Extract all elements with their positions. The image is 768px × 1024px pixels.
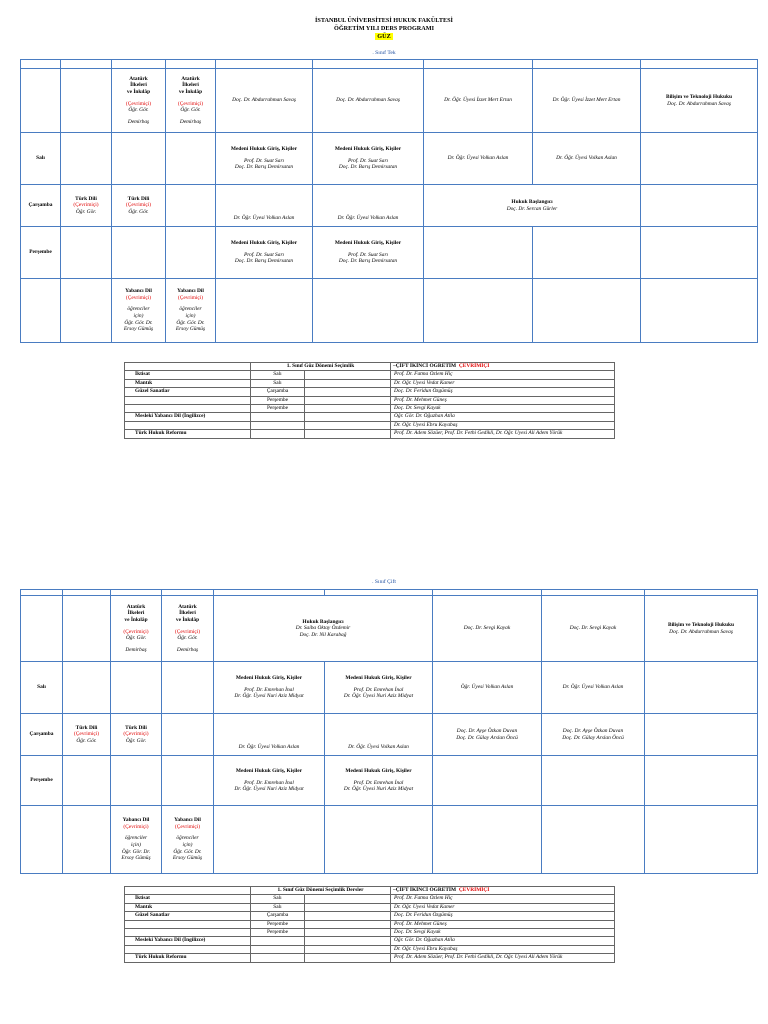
elective-row <box>125 379 615 387</box>
lecturer-name: Doç. Dr. Feridun Özgümüş <box>391 912 615 920</box>
course-name: Türk Dili <box>75 195 97 202</box>
teacher-title: Öğr. Gör. Dr. <box>173 848 202 855</box>
day-label: Salı <box>251 895 305 903</box>
teacher-name: Ersoy Gümüş <box>172 855 203 862</box>
teacher-title: Öğr. Gör. <box>75 208 97 215</box>
day-label: Perşembe <box>251 396 305 404</box>
lecturer-name: Doç. Dr. Ayşe Özkan Duvan <box>456 727 518 734</box>
online-label: ÇEVRİMİÇİ <box>458 887 490 894</box>
lecturer-name: Dr. Öğr. Üyesi Nuri Aziz Midyat <box>343 786 414 793</box>
lecturer-name: Doç. Dr. Barış Demirsatan <box>234 258 294 265</box>
empty-cell <box>305 388 391 396</box>
teacher-name: Demirbaş <box>176 646 199 653</box>
ataturk-l3: ve İnkılâp <box>175 616 200 623</box>
teacher-title: Öğr. Gör. <box>177 635 198 642</box>
lecturer-name: Doç. Dr. Nil Karabağ <box>299 631 347 638</box>
lecturer-name: Doç. Dr. Ayşe Özkan Duvan <box>562 727 624 734</box>
day-label: Salı <box>251 371 305 379</box>
row-friday <box>21 279 758 343</box>
note-line: için) <box>133 313 144 319</box>
course-name: Türk Dili <box>75 724 98 731</box>
online-label: (Çevrimiçi) <box>174 628 201 635</box>
day-label: Salı <box>251 379 305 387</box>
program-label: –ÇİFT İKİNCİ ÖĞRETİM <box>393 363 457 370</box>
schedule-table-cift <box>20 589 758 874</box>
elective-row <box>125 912 615 920</box>
lecturer-cell: Doç. Dr. Sevgi Kayak <box>542 596 645 662</box>
note-line: öğrenciler <box>179 306 202 313</box>
course-name: Medeni Hukuk Giriş, Kişiler <box>345 675 412 682</box>
ataturk-l3: ve İnkılâp <box>178 88 203 95</box>
online-label: (Çevrimiçi) <box>73 202 99 209</box>
elective-row <box>125 903 615 911</box>
day-label: Çarşamba <box>21 714 63 756</box>
row-thursday <box>21 227 758 279</box>
lecturer-name: Doç. Dr. Abdurrahman Savaş <box>667 100 731 107</box>
lecturer-name: Dr. Öğr. Üyesi Nuri Aziz Midyat <box>234 786 304 793</box>
empty-cell <box>305 954 391 962</box>
lecturer-name: Prof. Dr. Mehmet Güneş <box>391 396 615 404</box>
online-label: (Çevrimiçi) <box>125 202 152 209</box>
course-name: Türk Dili <box>125 724 147 731</box>
electives-table-2 <box>124 886 615 963</box>
course-name: Medeni Hukuk Giriş, Kişiler <box>334 240 402 247</box>
course-name: Bilişim ve Teknoloji Hukuku <box>667 621 735 628</box>
empty-cell <box>305 371 391 379</box>
day-label: Perşembe <box>251 928 305 936</box>
ataturk-l3: ve İnkılâp <box>126 88 151 95</box>
row-monday <box>21 69 758 133</box>
lecturer-name: Prof. Dr. Emrehan İnal <box>353 779 404 786</box>
title-line-1: İSTANBUL ÜNİVERSİTESİ HUKUK FAKÜLTESİ <box>315 17 453 24</box>
course-cell <box>313 133 424 185</box>
electives-header <box>125 887 615 895</box>
lecturer-cell: Dr. Öğr. Üyesi İzzet Mert Ertan <box>533 69 641 133</box>
course-name: Medeni Hukuk Giriş, Kişiler <box>230 240 298 247</box>
electives-title: 1. Sınıf Güz Dönemi Seçimlik Dersler <box>251 887 391 895</box>
teacher-name: Demirbaş <box>127 118 150 125</box>
day-label <box>251 954 305 962</box>
course-name: Yabancı Dil <box>174 817 201 824</box>
program-label: –ÇİFT İKİNCİ ÖĞRETİM <box>393 887 457 894</box>
course-cell <box>214 756 325 806</box>
lecturer-name: Öğr. Gör. Dr. Oğuzhan Atila <box>391 413 615 421</box>
empty-cell <box>305 413 391 421</box>
teacher-name: Demirbaş <box>179 118 202 125</box>
empty-cell <box>305 920 391 928</box>
ataturk-cell <box>162 596 214 662</box>
teacher-name: Ersoy Gümüş <box>123 326 154 333</box>
lecturer-name: Prof. Dr. Emrehan İnal <box>244 686 294 693</box>
lecturer-name: Doç. Dr. Feridun Özgümüş <box>391 388 615 396</box>
course-cell <box>214 662 325 714</box>
lecturer-name: Doç. Dr. Barış Demirsatan <box>338 258 398 265</box>
section-title-cift: . Sınıf Çift <box>372 579 396 585</box>
course-name: Türk Hukuk Reformu <box>125 430 251 438</box>
elective-row <box>125 371 615 379</box>
elective-row <box>125 920 615 928</box>
empty-cell <box>305 945 391 953</box>
lecturer-name: Dr. Öğr. Üyesi Nuri Aziz Midyat <box>234 693 304 700</box>
teacher-name: Ersoy Gümüş <box>121 855 151 862</box>
elective-row <box>125 895 615 903</box>
electives-title: 1. Sınıf Güz Dönemi Seçimlik <box>251 363 391 371</box>
lecturer-name: Dr. Öğr. Üyesi Ebru Kayabaş <box>391 421 615 429</box>
course-cell <box>112 279 166 343</box>
course-name: Mantık <box>125 379 251 387</box>
course-name: Medeni Hukuk Giriş, Kişiler <box>345 768 412 775</box>
course-cell <box>111 714 162 756</box>
course-name: Medeni Hukuk Giriş, Kişiler <box>334 146 402 153</box>
course-cell <box>325 662 433 714</box>
ataturk-l1: Atatürk <box>181 75 200 82</box>
lecturer-name: Doç. Dr. Abdurrahman Savaş <box>669 628 733 635</box>
course-name <box>125 421 251 429</box>
lecturer-name: Dr. Öğr. Üyesi Nuri Aziz Midyat <box>343 693 414 700</box>
course-name: İktisat <box>125 895 251 903</box>
course-name <box>125 928 251 936</box>
empty-cell <box>305 404 391 412</box>
course-cell <box>162 806 214 874</box>
teacher-title: Öğr. Gör. <box>125 737 147 744</box>
course-name: Medeni Hukuk Giriş, Kişiler <box>235 675 303 682</box>
ataturk-l3: ve İnkılâp <box>124 616 148 623</box>
note-line: için) <box>182 842 193 848</box>
schedule-table-tek <box>20 59 758 343</box>
lecturer-cell: Dr. Öğr. Üyesi Volkan Aslan <box>542 662 645 714</box>
lecturer-cell: Doç. Dr. Sevgi Kayak <box>433 596 542 662</box>
lecturer-cell <box>542 714 645 756</box>
course-name: Yabancı Dil <box>125 288 152 295</box>
online-label: (Çevrimiçi) <box>123 731 149 738</box>
ataturk-l1: Atatürk <box>126 603 146 610</box>
lecturer-cell: Dr. Öğr. Üyesi Volkan Aslan <box>424 133 533 185</box>
electives-rows-2 <box>125 895 615 962</box>
lecturer-name: Doç. Dr. Barış Demirsatan <box>234 164 294 171</box>
day-label <box>251 430 305 438</box>
teacher-name: Ersoy Gümüş <box>175 326 206 333</box>
ataturk-cell <box>111 596 162 662</box>
lecturer-name: Doç. Dr. Barış Demirsatan <box>338 164 398 171</box>
course-name <box>125 920 251 928</box>
lecturer-cell: Dr. Öğr. Üyesi Volkan Aslan <box>214 714 325 756</box>
course-cell <box>61 185 112 227</box>
course-cell <box>166 279 216 343</box>
course-name: Mantık <box>125 903 251 911</box>
teacher-title: Öğr. Gör. <box>128 208 149 215</box>
teacher-title: Öğr. Gör. Dr. <box>121 848 151 855</box>
course-name: Güzel Sanatlar <box>125 388 251 396</box>
elective-row <box>125 928 615 936</box>
note-line: için) <box>131 842 141 848</box>
course-cell <box>216 133 313 185</box>
online-label: (Çevrimiçi) <box>177 100 204 107</box>
course-name: İktisat <box>125 371 251 379</box>
day-label: Salı <box>21 662 63 714</box>
day-label: Salı <box>251 903 305 911</box>
ataturk-l2: İlkeleri <box>182 82 199 89</box>
row-wednesday <box>21 714 758 756</box>
course-name <box>125 945 251 953</box>
row-wednesday <box>21 185 758 227</box>
lecturer-cell: Dr. Öğr. Üyesi Volkan Aslan <box>533 133 641 185</box>
lecturer-cell <box>433 714 542 756</box>
row-monday <box>21 596 758 662</box>
lecturer-name: Dr. Öğr. Üyesi Vedat Kamer <box>391 379 615 387</box>
lecturer-name: Dr. Öğr. Üyesi Vedat Kamer <box>391 903 615 911</box>
electives-table-1 <box>124 362 615 439</box>
lecturer-cell: Doç. Dr. Abdurrahman Savaş <box>313 69 424 133</box>
lecturer-cell: Dr. Öğr. Üyesi Volkan Aslan <box>216 185 313 227</box>
ataturk-l1: Atatürk <box>178 603 197 610</box>
course-cell <box>111 806 162 874</box>
day-label <box>251 945 305 953</box>
elective-row <box>125 421 615 429</box>
lecturer-name: Doç. Dr. Gülay Arslan Öncü <box>456 734 518 741</box>
elective-row <box>125 945 615 953</box>
online-label: (Çevrimiçi) <box>174 823 201 830</box>
ataturk-cell <box>112 69 166 133</box>
online-label: (Çevrimiçi) <box>125 100 152 107</box>
lecturer-cell: Doç. Dr. Abdurrahman Savaş <box>216 69 313 133</box>
day-label: Perşembe <box>251 920 305 928</box>
course-name: Güzel Sanatlar <box>125 912 251 920</box>
lecturer-name: Prof. Dr. Fatma Özlem Hiç <box>391 371 615 379</box>
elective-row <box>125 413 615 421</box>
teacher-title: Öğr. Gör. Dr. <box>124 319 153 326</box>
empty-cell <box>305 421 391 429</box>
lecturer-name: Prof. Dr. Suat Sarı <box>347 251 389 258</box>
teacher-title: Öğr. Gör. <box>180 107 201 114</box>
day-label: Çarşamba <box>251 388 305 396</box>
online-label: (Çevrimiçi) <box>123 628 149 635</box>
row-thursday <box>21 756 758 806</box>
lecturer-name: Dr. Öğr. Üyesi Ebru Kayabaş <box>391 945 615 953</box>
note-line: için) <box>185 313 196 319</box>
ataturk-l1: Atatürk <box>129 75 148 82</box>
empty-cell <box>305 379 391 387</box>
online-label: (Çevrimiçi) <box>73 731 100 738</box>
course-cell <box>325 756 433 806</box>
course-name: Hukuk Başlangıcı <box>302 618 344 625</box>
day-label <box>251 421 305 429</box>
online-label: (Çevrimiçi) <box>123 823 149 830</box>
ataturk-l2: İlkeleri <box>130 82 147 89</box>
teacher-title: Öğr. Gör. <box>76 737 97 744</box>
course-name <box>125 396 251 404</box>
lecturer-name: Doç. Dr. Gülay Arslan Öncü <box>562 734 624 741</box>
course-cell <box>313 227 424 279</box>
day-label: Salı <box>21 133 61 185</box>
course-cell <box>216 227 313 279</box>
online-label: ÇEVRİMİÇİ <box>458 363 490 370</box>
day-label <box>251 937 305 945</box>
course-cell <box>641 69 758 133</box>
empty-cell <box>305 912 391 920</box>
course-cell <box>112 185 166 227</box>
online-label: (Çevrimiçi) <box>177 294 204 301</box>
electives-program <box>391 363 615 371</box>
course-cell <box>63 714 111 756</box>
empty-cell <box>305 396 391 404</box>
elective-row <box>125 396 615 404</box>
elective-row <box>125 954 615 962</box>
electives-header <box>125 363 615 371</box>
teacher-name: Demirbaş <box>125 646 147 653</box>
lecturer-name: Prof. Dr. Fatma Özlem Hiç <box>391 895 615 903</box>
lecturer-name: Prof. Dr. Suat Sarı <box>243 251 285 258</box>
course-cell <box>645 596 758 662</box>
elective-row <box>125 404 615 412</box>
row-friday <box>21 806 758 874</box>
lecturer-name: Prof. Dr. Suat Sarı <box>347 157 389 164</box>
course-name: Yabancı Dil <box>122 817 150 824</box>
row-tuesday <box>21 133 758 185</box>
course-name: Bilişim ve Teknoloji Hukuku <box>665 93 733 100</box>
empty-cell <box>305 895 391 903</box>
lecturer-cell: Öğr. Üyesi Volkan Aslan <box>433 662 542 714</box>
course-name: Türk Dili <box>127 195 150 202</box>
lecturer-name: Prof. Dr. Adem Sözüer, Prof. Dr. Fethi Gedikli, Dr. Öğr. Üyesi Ali Adem Yörük <box>391 954 615 962</box>
empty-cell <box>305 937 391 945</box>
course-name: Medeni Hukuk Giriş, Kişiler <box>230 146 298 153</box>
day-label: Perşembe <box>251 404 305 412</box>
course-name: Hukuk Başlangıcı <box>511 198 553 205</box>
note-line: öğrenciler <box>176 835 199 842</box>
electives-program <box>391 887 615 895</box>
lecturer-cell: Dr. Öğr. Üyesi Volkan Aslan <box>325 714 433 756</box>
course-name: Medeni Hukuk Giriş, Kişiler <box>235 768 303 775</box>
teacher-title: Öğr. Gör. <box>125 635 147 642</box>
electives-rows-1 <box>125 371 615 438</box>
lecturer-name: Prof. Dr. Emrehan İnal <box>353 686 404 693</box>
course-name: Türk Hukuk Reformu <box>125 954 251 962</box>
lecturer-name: Doç. Dr. Sevgi Kayak <box>391 928 615 936</box>
note-line: öğrenciler <box>127 306 150 313</box>
empty-cell <box>305 430 391 438</box>
day-label: Perşembe <box>21 756 63 806</box>
ataturk-cell <box>166 69 216 133</box>
course-cell <box>214 596 433 662</box>
lecturer-name: Doç. Dr. Sercan Gürler <box>506 205 558 212</box>
empty-cell <box>305 928 391 936</box>
elective-row <box>125 937 615 945</box>
elective-row <box>125 430 615 438</box>
lecturer-cell: Dr. Öğr. Üyesi Volkan Aslan <box>313 185 424 227</box>
lecturer-name: Prof. Dr. Mehmet Güneş <box>391 920 615 928</box>
elective-row <box>125 388 615 396</box>
online-label: (Çevrimiçi) <box>125 294 152 301</box>
header-row <box>21 60 758 69</box>
day-label: Perşembe <box>21 227 61 279</box>
lecturer-name: Öğr. Gör. Dr. Oğuzhan Atila <box>391 937 615 945</box>
day-label: Çarşamba <box>251 912 305 920</box>
lecturer-name: Prof. Dr. Suat Sarı <box>243 157 285 164</box>
lecturer-name: Doç. Dr. Sevgi Kayak <box>391 404 615 412</box>
lecturer-name: Prof. Dr. Adem Sözüer, Prof. Dr. Fethi Gedikli, Dr. Öğr. Üyesi Ali Adem Yörük <box>391 430 615 438</box>
row-tuesday <box>21 662 758 714</box>
ataturk-l2: İlkeleri <box>179 610 196 617</box>
day-label <box>251 413 305 421</box>
day-label: Çarşamba <box>21 185 61 227</box>
course-name: Mesleki Yabancı Dil (İngilizce) <box>125 937 251 945</box>
course-name: Yabancı Dil <box>177 288 204 295</box>
section-title-tek: . Sınıf Tek <box>372 50 396 56</box>
course-cell <box>424 185 641 227</box>
course-name: Mesleki Yabancı Dil (İngilizce) <box>125 413 251 421</box>
ataturk-l2: İlkeleri <box>127 610 145 617</box>
lecturer-cell: Dr. Öğr. Üyesi İzzet Mert Ertan <box>424 69 533 133</box>
teacher-title: Öğr. Gör. <box>128 107 149 114</box>
term-badge: GÜZ <box>377 33 391 40</box>
course-name <box>125 404 251 412</box>
title-line-2: ÖĞRETİM YILI DERS PROGRAMI <box>334 25 434 32</box>
note-line: öğrenciler <box>124 835 148 842</box>
lecturer-name: Dr. Saiba Oktay Özdemir <box>295 625 351 632</box>
lecturer-name: Prof. Dr. Emrehan İnal <box>244 779 294 786</box>
teacher-title: Öğr. Gör. Dr. <box>176 319 205 326</box>
empty-cell <box>305 903 391 911</box>
page-title <box>0 17 768 41</box>
